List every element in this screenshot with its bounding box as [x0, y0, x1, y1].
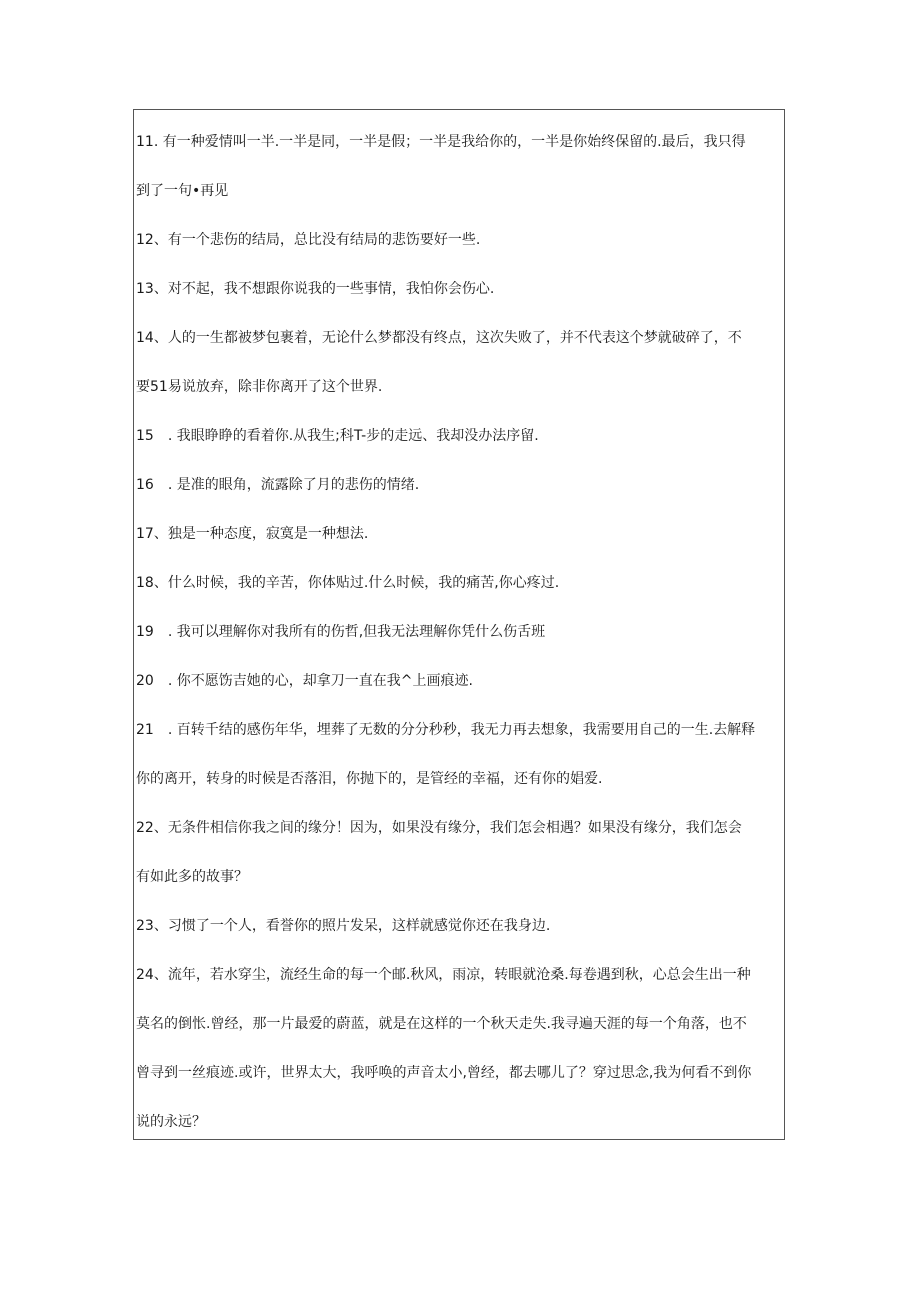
document-body — [136, 118, 776, 1147]
entry-line: 13、对不起，我不想跟你说我的一些事情，我怕你会伤心. — [136, 281, 495, 297]
entry-line: 21 . 百转千结的感伤年华，埋葬了无数的分分秒秒，我无力再去想象，我需要用自己的一生.去解释 — [136, 722, 756, 738]
entry-line: 要51易说放弃，除非你离开了这个世界. — [136, 379, 383, 395]
entry-19 — [136, 608, 776, 657]
entry-line: 16 . 是准的眼角，流露除了月的悲伤的情绪. — [136, 477, 420, 493]
entry-22 — [136, 804, 776, 902]
entry-line: 你的离开，转身的时候是否落泪，你抛下的，是管经的幸福，还有你的娼爱. — [136, 771, 603, 787]
entry-line: 19 . 我可以理解你对我所有的伤哲,但我无法理解你凭什么伤舌班 — [136, 624, 546, 640]
entry-line: 23、习惯了一个人，看誉你的照片发呆，这样就感觉你还在我身边. — [136, 918, 551, 934]
entry-11 — [136, 118, 776, 216]
entry-line: 24、流年，若水穿尘，流经生命的每一个邮.秋风，雨凉，转眼就沧桑.每卷遇到秋，心总会生出一种 — [136, 967, 751, 983]
entry-line: 12、有一个悲伤的结局，总比没有结局的悲饬要好一些. — [136, 232, 481, 248]
entry-line: 20 . 你不愿饬吉她的心，却拿刀一直在我^上画痕迹. — [136, 673, 473, 689]
entry-line: 22、无条件相信你我之间的缘分！因为，如果没有缘分，我们怎会相遇？如果没有缘分，我们怎会 — [136, 820, 742, 836]
entry-line: 莫名的倒怅.曾经，那一片最爱的蔚蓝，就是在这样的一个秋天走失.我寻遍天涯的每一个角落，也不 — [136, 1016, 747, 1032]
entry-line: 15 . 我眼睁睁的看着你.从我生;科T-步的走远、我却没办法序留. — [136, 428, 539, 444]
entry-13 — [136, 265, 776, 314]
entry-14 — [136, 314, 776, 412]
entry-23 — [136, 902, 776, 951]
entry-12 — [136, 216, 776, 265]
entry-24 — [136, 951, 776, 1147]
entry-line: 18、什么时候，我的辛苦，你体贴过.什么时候，我的痛苦,你心疼过. — [136, 575, 560, 591]
entry-line: 到了一句•再见 — [136, 183, 229, 199]
entry-line: 14、人的一生都被梦包裹着，无论什么梦都没有终点，这次失败了，并不代表这个梦就破碎了，不 — [136, 330, 742, 346]
entry-17 — [136, 510, 776, 559]
entry-15 — [136, 412, 776, 461]
entry-line: 11. 有一种爱情叫一半.一半是同，一半是假；一半是我给你的，一半是你始终保留的.最后，我只得 — [136, 134, 746, 150]
entry-line: 有如此多的故事？ — [136, 869, 248, 885]
entry-21 — [136, 706, 776, 804]
entry-18 — [136, 559, 776, 608]
entry-line: 17、独是一种态度，寂寞是一种想法. — [136, 526, 369, 542]
entry-line: 曾寻到一丝痕迹.或许，世界太大，我呼唤的声音太小,曾经，都去哪儿了？穿过思念,我为何看不到你 — [136, 1065, 752, 1081]
entry-16 — [136, 461, 776, 510]
entry-20 — [136, 657, 776, 706]
entry-line: 说的永远？ — [136, 1114, 206, 1130]
